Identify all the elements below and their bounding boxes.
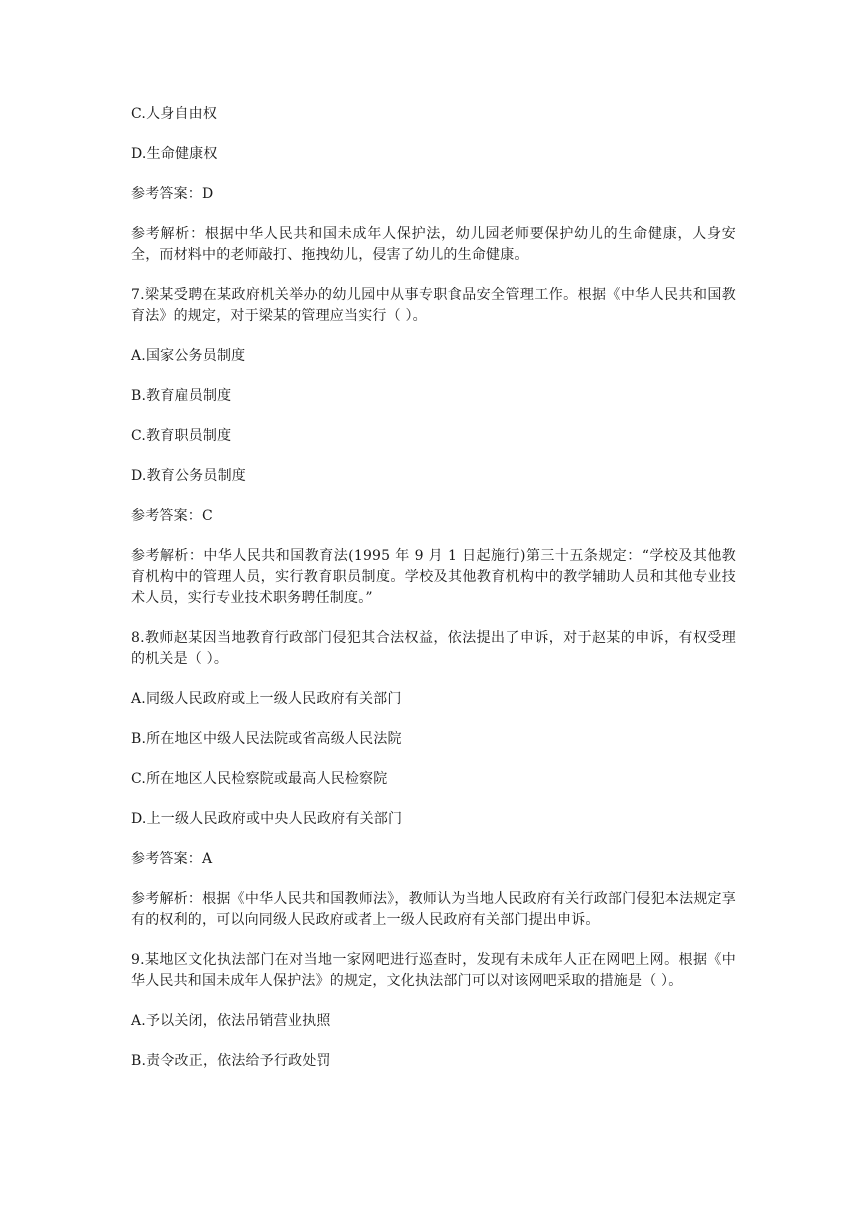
q9-option-a: A.予以关闭，依法吊销营业执照 bbox=[131, 1013, 331, 1029]
q7-option-d: D.教育公务员制度 bbox=[131, 468, 246, 484]
q8-option-c: C.所在地区人民检察院或最高人民检察院 bbox=[131, 771, 388, 787]
q9-option-b: B.责令改正，依法给予行政处罚 bbox=[131, 1053, 331, 1069]
q8-question: 8.教师赵某因当地教育行政部门侵犯其合法权益，依法提出了申诉，对于赵某的申诉，有权受理的机关是（ ）。 bbox=[131, 630, 736, 667]
q7-option-c: C.教育职员制度 bbox=[131, 428, 232, 444]
q7-answer: 参考答案：C bbox=[131, 508, 213, 524]
q8-option-b: B.所在地区中级人民法院或省高级人民法院 bbox=[131, 731, 402, 747]
q8-analysis: 参考解析：根据《中华人民共和国教师法》，教师认为当地人民政府有关行政部门侵犯本法规定享有的权利的，可以向同级人民政府或者上一级人民政府有关部门提出申诉。 bbox=[131, 891, 736, 928]
q7-option-b: B.教育雇员制度 bbox=[131, 388, 232, 404]
q7-option-a: A.国家公务员制度 bbox=[131, 348, 246, 364]
q7-question: 7.梁某受聘在某政府机关举办的幼儿园中从事专职食品安全管理工作。根据《中华人民共和国教育法》的规定，对于梁某的管理应当实行（ ）。 bbox=[131, 287, 736, 324]
q6-option-d: D.生命健康权 bbox=[131, 146, 218, 162]
q8-option-d: D.上一级人民政府或中央人民政府有关部门 bbox=[131, 811, 403, 827]
q9-question: 9.某地区文化执法部门在对当地一家网吧进行巡查时，发现有未成年人正在网吧上网。根据《中华人民共和国未成年人保护法》的规定，文化执法部门可以对该网吧采取的措施是（ ）。 bbox=[131, 952, 736, 989]
q6-answer: 参考答案：D bbox=[131, 186, 214, 202]
q6-analysis: 参考解析：根据中华人民共和国未成年人保护法，幼儿园老师要保护幼儿的生命健康，人身安全，而材料中的老师敲打、拖拽幼儿，侵害了幼儿的生命健康。 bbox=[131, 226, 736, 263]
q6-option-c: C.人身自由权 bbox=[131, 106, 218, 122]
document-page bbox=[131, 104, 736, 1091]
q8-answer: 参考答案：A bbox=[131, 851, 213, 867]
q8-option-a: A.同级人民政府或上一级人民政府有关部门 bbox=[131, 691, 402, 707]
q7-analysis: 参考解析：中华人民共和国教育法(1995 年 9 月 1 日起施行)第三十五条规定：“学校及其他教育机构中的管理人员，实行教育职员制度。学校及其他教育机构中的教学辅助人员和其他专业技术人员，实行专业技术职务聘任制度。” bbox=[131, 548, 736, 606]
